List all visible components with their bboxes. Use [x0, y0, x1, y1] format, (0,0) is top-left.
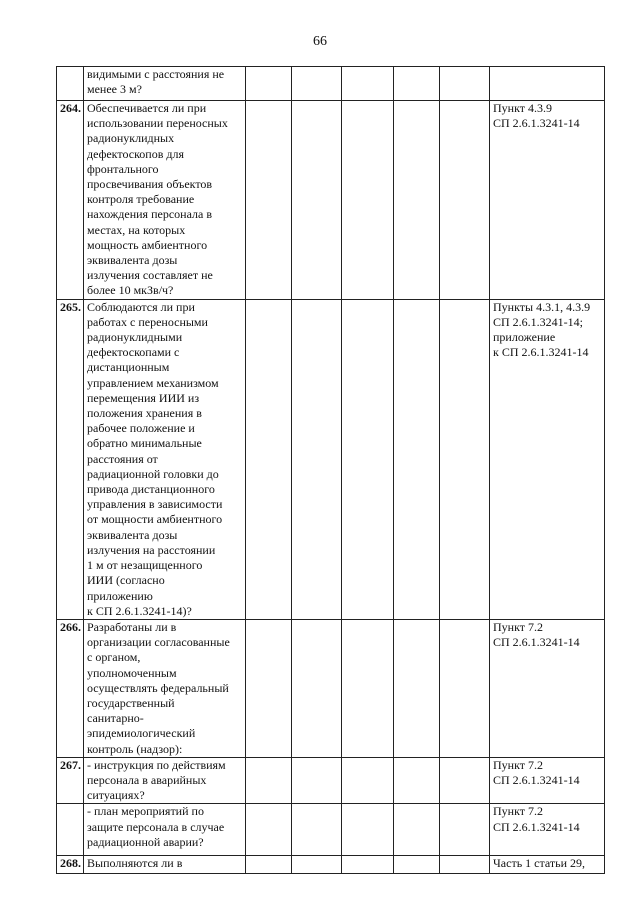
- answer-cell[interactable]: [394, 67, 440, 101]
- answer-cell[interactable]: [342, 101, 394, 300]
- answer-cell[interactable]: [394, 101, 440, 300]
- answer-cell[interactable]: [440, 67, 490, 101]
- question-cell: [84, 804, 246, 856]
- question-cell: [84, 67, 246, 101]
- reference-line: СП 2.6.1.3241-14: [493, 772, 580, 787]
- answer-cell[interactable]: [440, 101, 490, 300]
- item-number: [57, 804, 84, 856]
- reference-line: СП 2.6.1.3241-14: [493, 635, 580, 650]
- question-line: использовании переносных: [87, 116, 228, 131]
- question-line: контроля требование: [87, 192, 195, 207]
- item-number: [57, 67, 84, 101]
- question-line: радиационной головки до: [87, 466, 219, 481]
- question-line: радионуклидными: [87, 330, 183, 345]
- question-line: приложению: [87, 588, 153, 603]
- question-line: контроль (надзор):: [87, 741, 183, 756]
- question-line: обратно минимальные: [87, 436, 202, 451]
- reference-line: СП 2.6.1.3241-14: [493, 116, 580, 131]
- question-line: менее 3 м?: [87, 82, 142, 97]
- question-line: - план мероприятий по: [87, 804, 204, 819]
- answer-cell[interactable]: [246, 757, 292, 804]
- answer-cell[interactable]: [342, 804, 394, 856]
- item-number: 267.: [57, 757, 84, 804]
- question-line: радионуклидных: [87, 131, 175, 146]
- table-row: [57, 101, 605, 300]
- answer-cell[interactable]: [246, 804, 292, 856]
- question-line: эквивалента дозы: [87, 253, 178, 268]
- answer-cell[interactable]: [292, 856, 342, 874]
- question-line: ИИИ (согласно: [87, 573, 165, 588]
- item-number: 265.: [57, 299, 84, 619]
- checklist-table: [56, 66, 605, 874]
- reference-cell: [490, 299, 605, 619]
- question-line: уполномоченным: [87, 665, 177, 680]
- reference-line: Пункт 7.2: [493, 619, 544, 634]
- answer-cell[interactable]: [342, 757, 394, 804]
- reference-line: Пункт 7.2: [493, 757, 544, 772]
- item-number: 264.: [57, 101, 84, 300]
- question-line: управления в зависимости: [87, 497, 223, 512]
- answer-cell[interactable]: [342, 67, 394, 101]
- answer-cell[interactable]: [440, 804, 490, 856]
- reference-cell: [490, 856, 605, 874]
- table-row: [57, 299, 605, 619]
- question-line: защите персонала в случае: [87, 819, 225, 834]
- question-line: эквивалента дозы: [87, 527, 178, 542]
- reference-line: Пункт 7.2: [493, 804, 544, 819]
- answer-cell[interactable]: [394, 856, 440, 874]
- question-line: дефектоскопов для: [87, 146, 184, 161]
- answer-cell[interactable]: [292, 757, 342, 804]
- reference-line: приложение: [493, 330, 556, 345]
- answer-cell[interactable]: [246, 299, 292, 619]
- answer-cell[interactable]: [342, 299, 394, 619]
- answer-cell[interactable]: [342, 856, 394, 874]
- question-line: Разработаны ли в: [87, 619, 177, 634]
- question-line: государственный: [87, 695, 175, 710]
- question-line: просвечивания объектов: [87, 177, 213, 192]
- reference-line: к СП 2.6.1.3241-14: [493, 345, 589, 360]
- answer-cell[interactable]: [246, 101, 292, 300]
- question-line: работах с переносными: [87, 314, 208, 329]
- reference-line: Часть 1 статьи 29,: [493, 856, 586, 871]
- question-line: осуществлять федеральный: [87, 680, 229, 695]
- question-line: положения хранения в: [87, 406, 202, 421]
- question-line: радиационной аварии?: [87, 834, 204, 849]
- question-cell: [84, 101, 246, 300]
- answer-cell[interactable]: [394, 757, 440, 804]
- answer-cell[interactable]: [394, 619, 440, 757]
- question-line: Обеспечивается ли при: [87, 101, 207, 115]
- question-line: с органом,: [87, 650, 141, 665]
- question-cell: [84, 757, 246, 804]
- table-row: [57, 757, 605, 804]
- question-line: - инструкция по действиям: [87, 757, 226, 772]
- answer-cell[interactable]: [342, 619, 394, 757]
- reference-line: Пункты 4.3.1, 4.3.9: [493, 299, 591, 314]
- question-line: 1 м от незащищенного: [87, 558, 203, 573]
- reference-line: СП 2.6.1.3241-14;: [493, 314, 583, 329]
- answer-cell[interactable]: [394, 804, 440, 856]
- question-line: дистанционным: [87, 360, 170, 375]
- question-cell: [84, 619, 246, 757]
- question-line: управлением механизмом: [87, 375, 219, 390]
- reference-cell: [490, 101, 605, 300]
- question-line: местах, на которых: [87, 222, 186, 237]
- question-line: перемещения ИИИ из: [87, 390, 200, 405]
- question-line: видимыми с расстояния не: [87, 67, 225, 81]
- reference-cell: [490, 757, 605, 804]
- answer-cell[interactable]: [292, 101, 342, 300]
- answer-cell[interactable]: [394, 299, 440, 619]
- question-line: более 10 мкЗв/ч?: [87, 283, 174, 298]
- answer-cell[interactable]: [292, 804, 342, 856]
- question-line: Выполняются ли в: [87, 856, 183, 871]
- table-row: [57, 856, 605, 874]
- question-line: организации согласованные: [87, 635, 230, 650]
- question-line: ситуациях?: [87, 788, 145, 803]
- answer-cell[interactable]: [440, 299, 490, 619]
- item-number: 266.: [57, 619, 84, 757]
- answer-cell[interactable]: [292, 619, 342, 757]
- question-line: излучения на расстоянии: [87, 542, 216, 557]
- reference-cell: [490, 804, 605, 856]
- reference-cell: [490, 67, 605, 101]
- question-line: рабочее положение и: [87, 421, 195, 436]
- question-line: мощность амбиентного: [87, 237, 208, 252]
- answer-cell[interactable]: [246, 856, 292, 874]
- question-line: расстояния от: [87, 451, 158, 466]
- question-line: нахождения персонала в: [87, 207, 212, 222]
- answer-cell[interactable]: [292, 299, 342, 619]
- question-line: фронтального: [87, 161, 159, 176]
- question-line: эпидемиологический: [87, 726, 196, 741]
- table-row: [57, 804, 605, 856]
- question-line: персонала в аварийных: [87, 772, 207, 787]
- answer-cell[interactable]: [246, 67, 292, 101]
- answer-cell[interactable]: [440, 856, 490, 874]
- question-line: от мощности амбиентного: [87, 512, 223, 527]
- question-line: санитарно-: [87, 711, 144, 726]
- question-cell: [84, 299, 246, 619]
- table-row: [57, 619, 605, 757]
- item-number: 268.: [57, 856, 84, 874]
- page-number: 66: [313, 34, 327, 49]
- reference-line: Пункт 4.3.9: [493, 101, 553, 115]
- question-line: дефектоскопами с: [87, 345, 180, 360]
- reference-line: СП 2.6.1.3241-14: [493, 819, 580, 834]
- answer-cell[interactable]: [440, 619, 490, 757]
- question-line: привода дистанционного: [87, 482, 215, 497]
- table-row: [57, 67, 605, 101]
- question-line: Соблюдаются ли при: [87, 299, 195, 314]
- question-line: излучения составляет не: [87, 268, 213, 283]
- reference-cell: [490, 619, 605, 757]
- answer-cell[interactable]: [246, 619, 292, 757]
- question-cell: [84, 856, 246, 874]
- question-line: к СП 2.6.1.3241-14)?: [87, 603, 192, 618]
- answer-cell[interactable]: [440, 757, 490, 804]
- answer-cell[interactable]: [292, 67, 342, 101]
